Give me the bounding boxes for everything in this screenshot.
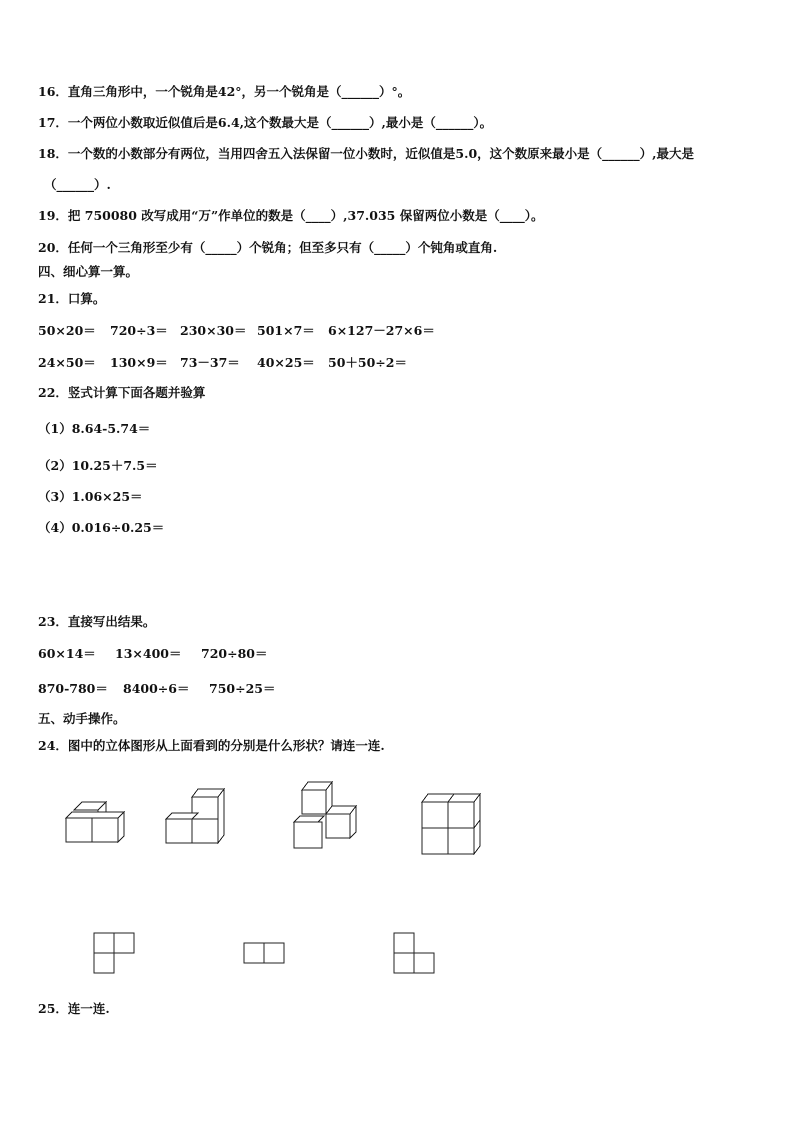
q23-row1-item: 13×400＝ — [115, 646, 182, 661]
q21-row1-item: 720÷3＝ — [110, 323, 168, 338]
q23-row2-item: 870-780＝ — [38, 681, 108, 696]
question-16: 16．直角三角形中，一个锐角是42°，另一个锐角是（______）°。 — [38, 84, 411, 99]
q21-row1-item: 230×30＝ — [180, 323, 247, 338]
q21-row2-item: 73－37＝ — [180, 355, 240, 370]
cube-solid-4 — [418, 790, 486, 858]
q23-row1-item: 720÷80＝ — [201, 646, 268, 661]
q21-row1-item: 50×20＝ — [38, 323, 96, 338]
question-19: 19．把 750080 改写成用“万”作单位的数是（____）,37.035 保留两位小数是（____）。 — [38, 208, 544, 223]
top-view-two — [242, 941, 288, 967]
q23-row2-item: 8400÷6＝ — [123, 681, 190, 696]
top-view-L2 — [392, 931, 438, 977]
question-17: 17．一个两位小数取近似值后是6.4,这个数最大是（______）,最小是（______）。 — [38, 115, 493, 130]
q21-row2-item: 24×50＝ — [38, 355, 96, 370]
q22-item-2: （2）10.25＋7.5＝ — [38, 458, 158, 473]
top-view-L — [92, 931, 138, 977]
q22-item-1: （1）8.64-5.74＝ — [38, 421, 151, 436]
q21-row1-item: 501×7＝ — [257, 323, 315, 338]
question-22: 22．竖式计算下面各题并验算 — [38, 385, 206, 400]
question-18-continued: （______）. — [44, 177, 111, 192]
question-18: 18．一个数的小数部分有两位，当用四舍五入法保留一位小数时，近似值是5.0，这个数原来最小是（______）,最大是 — [38, 146, 694, 161]
section-4-heading: 四、细心算一算。 — [38, 264, 139, 279]
q21-row2-item: 130×9＝ — [110, 355, 168, 370]
q22-item-4: （4）0.016÷0.25＝ — [38, 520, 165, 535]
cube-solid-1 — [60, 798, 130, 848]
question-21: 21．口算。 — [38, 291, 106, 306]
q21-row1-item: 6×127－27×6＝ — [328, 323, 435, 338]
question-23: 23．直接写出结果。 — [38, 614, 156, 629]
q22-item-3: （3）1.06×25＝ — [38, 489, 143, 504]
question-25: 25．连一连. — [38, 1001, 110, 1016]
section-5-heading: 五、动手操作。 — [38, 711, 126, 726]
q21-row2-item: 50＋50÷2＝ — [328, 355, 407, 370]
q21-row2-item: 40×25＝ — [257, 355, 315, 370]
q23-row1-item: 60×14＝ — [38, 646, 96, 661]
question-20: 20．任何一个三角形至少有（_____）个锐角；但至多只有（_____）个钝角或直角. — [38, 240, 498, 255]
question-24: 24．图中的立体图形从上面看到的分别是什么形状？请连一连. — [38, 738, 385, 753]
cube-solid-2 — [162, 785, 232, 851]
q23-row2-item: 750÷25＝ — [209, 681, 276, 696]
cube-solid-3 — [290, 780, 365, 852]
